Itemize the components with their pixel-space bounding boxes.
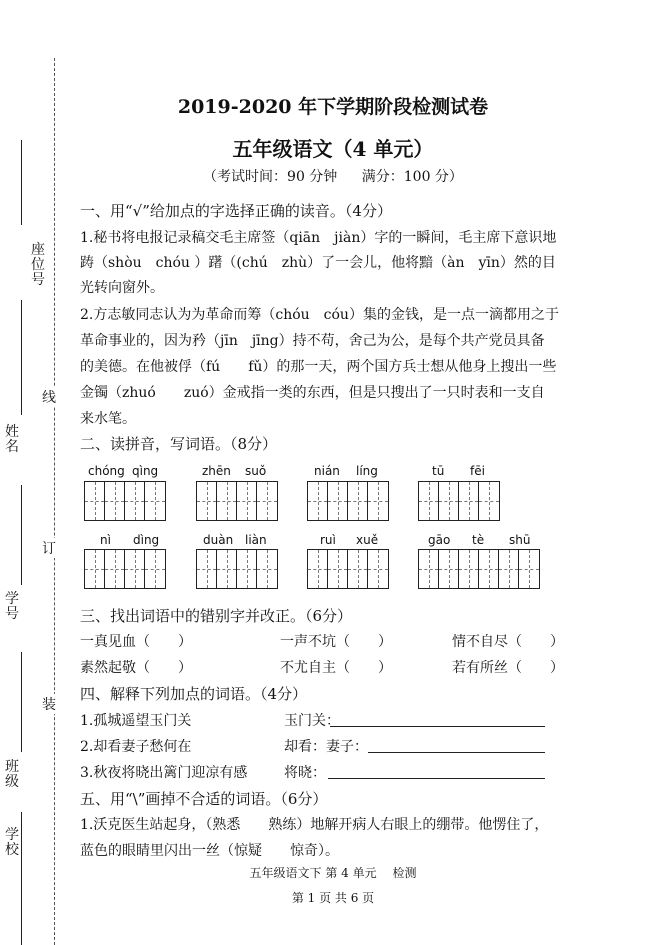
pinyin-label: ruì <box>320 533 336 547</box>
q3-item[interactable]: 素然起敬（ ） <box>80 660 192 676</box>
q4-label: 玉门关： <box>284 713 340 729</box>
pinyin-label: fēi <box>470 464 485 478</box>
q1-line: 革命事业的，因为矜（jīn jīng）持不苟，舍己为公，是每个共产党员具备 <box>80 333 545 349</box>
pinyin-label: chóng <box>88 464 125 478</box>
pinyin-label: nì <box>100 533 111 547</box>
pinyin-label: xuě <box>356 533 379 547</box>
q5-line: 1.沃克医生站起身，（熟悉 熟练）地解开病人右眼上的绷带。他愣住了， <box>80 817 549 833</box>
q4-heading: 四、解释下列加点的词语。（4分） <box>80 685 308 703</box>
character-grid[interactable] <box>196 481 278 521</box>
pinyin-label: suǒ <box>245 464 267 478</box>
q4-phrase: 1.孤城遥望玉门关 <box>80 713 192 729</box>
pinyin-label: tū <box>432 464 445 478</box>
q4-label: 将晓： <box>284 765 326 781</box>
pinyin-label: shū <box>509 533 531 547</box>
page-title: 2019-2020 年下学期阶段检测试卷 <box>177 96 489 118</box>
pinyin-label: tè <box>472 533 485 547</box>
class-label: 班级 <box>5 759 19 790</box>
answer-line[interactable] <box>368 752 545 753</box>
class-underline <box>21 652 22 752</box>
q4-phrase: 2.却看妻子愁何在 <box>80 739 192 755</box>
exam-info <box>0 166 666 186</box>
seat-label: 座位号 <box>31 242 45 288</box>
pinyin-label: qìng <box>132 464 159 478</box>
margin-mark-bind: 订 <box>40 538 58 558</box>
character-grid[interactable] <box>307 549 389 589</box>
q3-item[interactable]: 若有所丝（ ） <box>452 660 564 676</box>
q1-line: 踌（shòu chóu ）躇（(chú zhù）了一会儿，他将黯（àn yīn）然的目 <box>80 255 556 271</box>
margin-mark-staple: 装 <box>40 694 58 714</box>
character-grid[interactable] <box>84 549 166 589</box>
pinyin-label: zhēn <box>202 464 231 478</box>
q3-item[interactable]: 一声不坑（ ） <box>280 634 392 650</box>
pinyin-label: liàn <box>245 533 267 547</box>
margin-mark-line: 线 <box>40 387 58 407</box>
answer-line[interactable] <box>330 726 545 727</box>
q4-label: 却看：妻子： <box>284 739 368 755</box>
page-subtitle: 五年级语文（4 单元） <box>232 137 434 161</box>
q1-line: 的美德。在他被俘（fú fǔ）的那一天，两个国方兵士想从他身上搜出一些 <box>80 359 557 375</box>
name-underline <box>21 300 22 415</box>
pinyin-label: nián <box>314 464 340 478</box>
studentno-label: 学号 <box>5 591 19 622</box>
exam-time: （考试时间：90 分钟 <box>203 169 338 185</box>
q1-line: 1.秘书将电报记录稿交毛主席签（qiān jiàn）字的一瞬间，毛主席下意识地 <box>80 230 557 246</box>
q5-line: 蓝色的眼睛里闪出一丝（惊疑 惊奇）。 <box>80 843 339 859</box>
character-grid[interactable] <box>307 481 389 521</box>
school-label: 学校 <box>5 827 19 858</box>
q3-item[interactable]: 一真见血（ ） <box>80 634 192 650</box>
q3-heading: 三、找出词语中的错别字并改正。（6分） <box>80 607 353 625</box>
q3-item[interactable]: 不尤自主（ ） <box>280 660 392 676</box>
q4-phrase: 3.秋夜将晓出篱门迎凉有感 <box>80 765 248 781</box>
pinyin-label: dìng <box>133 533 160 547</box>
q3-item[interactable]: 情不自尽（ ） <box>452 634 564 650</box>
footer-unit: 五年级语文下 第 4 单元 检测 <box>249 866 417 880</box>
q1-line: 2.方志敏同志认为为革命而筹（chóu cóu）集的金钱，是一点一滴都用之于 <box>80 307 559 323</box>
q1-line: 金镯（zhuó zuó）金戒指一类的东西，但是只搜出了一只时表和一支自 <box>80 385 545 401</box>
character-grid[interactable] <box>196 549 278 589</box>
binding-dashed-line <box>54 58 55 945</box>
character-grid[interactable] <box>84 481 166 521</box>
pinyin-label: duàn <box>203 533 234 547</box>
studentno-underline <box>21 485 22 585</box>
q1-heading: 一、用“√”给加点的字选择正确的读音。（4分） <box>80 202 392 220</box>
name-label: 姓名 <box>5 424 19 455</box>
answer-line[interactable] <box>328 778 545 779</box>
q5-heading: 五、用“\”画掉不合适的词语。（6分） <box>80 790 328 808</box>
character-grid[interactable] <box>418 549 540 589</box>
q1-line: 来水笔。 <box>80 411 136 427</box>
q1-line: 光转向窗外。 <box>80 280 164 296</box>
page-number: 第 1 页 共 6 页 <box>291 891 375 905</box>
pinyin-label: líng <box>356 464 378 478</box>
q2-heading: 二、读拼音，写词语。（8分） <box>80 435 278 453</box>
exam-score: 满分：100 分） <box>361 169 463 185</box>
pinyin-label: gāo <box>428 533 451 547</box>
character-grid[interactable] <box>418 481 500 521</box>
